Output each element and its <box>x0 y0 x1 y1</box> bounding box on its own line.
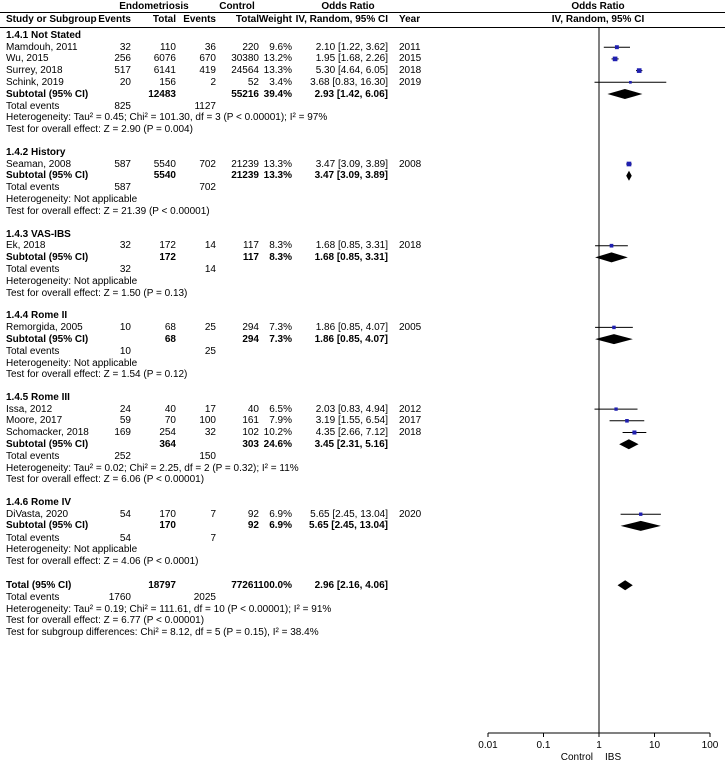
study-name: Seaman, 2008 <box>6 158 72 170</box>
total-events-1: 32 <box>119 264 131 276</box>
total-events-label: Total events <box>6 182 60 194</box>
study-events-1: 587 <box>114 158 131 170</box>
study-weight: 9.6% <box>269 41 292 53</box>
study-point-marker <box>625 419 629 423</box>
total-total-1: 18797 <box>148 579 176 591</box>
subtotal-weight: 8.3% <box>269 251 292 263</box>
study-ci: 5.30 [4.64, 6.05] <box>315 65 388 77</box>
study-point-marker <box>610 244 614 248</box>
study-total-2: 21239 <box>231 158 259 170</box>
study-ci: 5.65 [2.45, 13.04] <box>310 508 388 520</box>
total-events-label: Total events <box>6 591 60 603</box>
study-events-2: 419 <box>199 65 216 77</box>
study-total-2: 52 <box>247 76 259 88</box>
total-events-2: 2025 <box>193 591 216 603</box>
study-total-1: 5540 <box>153 158 176 170</box>
study-ci: 4.35 [2.66, 7.12] <box>315 427 388 438</box>
study-year: 2019 <box>399 76 422 88</box>
study-point-marker <box>637 68 642 73</box>
study-name: Surrey, 2018 <box>6 65 63 77</box>
header-method-plot: IV, Random, 95% CI <box>551 14 645 25</box>
study-weight: 13.3% <box>263 65 292 77</box>
subtotal-total-1: 172 <box>159 251 176 263</box>
study-weight: 13.3% <box>263 158 292 170</box>
study-ci: 1.95 [1.68, 2.26] <box>315 53 388 65</box>
favours-right-label: IBS <box>605 752 622 763</box>
total-events-1: 252 <box>114 450 131 462</box>
total-events-1: 10 <box>119 345 131 357</box>
subtotal-total-2: 294 <box>242 333 259 345</box>
subtotal-total-2: 92 <box>247 520 259 532</box>
study-weight: 6.9% <box>269 508 292 520</box>
study-events-1: 32 <box>119 240 131 252</box>
heterogeneity-text: Heterogeneity: Not applicable <box>6 357 138 369</box>
heterogeneity-text: Heterogeneity: Tau² = 0.45; Chi² = 101.30, df = 3 (P < 0.00001); I² = 97% <box>6 112 328 124</box>
study-year: 2017 <box>399 415 422 427</box>
study-point-marker <box>627 162 632 167</box>
total-events-2: 150 <box>199 450 216 462</box>
overall-effect-text: Test for overall effect: Z = 6.06 (P < 0.00001) <box>6 474 205 486</box>
header-total-2: Total <box>235 14 259 25</box>
study-name: Issa, 2012 <box>6 403 53 415</box>
study-total-2: 92 <box>247 508 259 520</box>
total-events-label: Total events <box>6 345 60 357</box>
subtotal-weight: 7.3% <box>269 333 292 345</box>
study-year: 2015 <box>399 53 422 65</box>
study-ci: 1.68 [0.85, 3.31] <box>315 240 388 252</box>
study-total-2: 294 <box>242 321 259 333</box>
favours-left-label: Control <box>560 752 593 763</box>
study-name: Schink, 2019 <box>6 76 64 88</box>
study-events-2: 17 <box>204 403 216 415</box>
total-events-label: Total events <box>6 532 60 544</box>
study-point-marker <box>613 57 618 62</box>
heterogeneity-text: Heterogeneity: Not applicable <box>6 194 138 206</box>
study-total-2: 117 <box>243 240 259 252</box>
x-axis-tick-label: 100 <box>701 740 719 751</box>
study-events-1: 256 <box>114 53 131 65</box>
header-events-2: Events <box>183 14 216 25</box>
subtotal-label: Subtotal (95% CI) <box>6 520 89 532</box>
study-point-marker <box>614 407 617 410</box>
subtotal-total-1: 12483 <box>148 88 176 100</box>
study-weight: 3.4% <box>269 76 292 88</box>
subtotal-label: Subtotal (95% CI) <box>6 333 89 345</box>
total-events-label: Total events <box>6 264 60 276</box>
study-events-2: 7 <box>210 508 216 520</box>
subgroup-title: 1.4.4 Rome II <box>6 310 68 322</box>
study-name: DiVasta, 2020 <box>6 508 69 520</box>
study-name: Mamdouh, 2011 <box>6 41 78 53</box>
study-ci: 1.86 [0.85, 4.07] <box>315 321 388 333</box>
study-events-1: 517 <box>114 65 131 77</box>
subgroup-title: 1.4.5 Rome III <box>6 391 70 403</box>
total-diamond <box>618 580 633 590</box>
header-method: IV, Random, 95% CI <box>295 14 388 25</box>
study-total-1: 68 <box>164 321 176 333</box>
heterogeneity-text: Heterogeneity: Tau² = 0.02; Chi² = 2.25, df = 2 (P = 0.32); I² = 11% <box>6 462 299 474</box>
header-weight: Weight <box>258 14 292 25</box>
study-events-1: 24 <box>119 403 131 415</box>
study-year: 2018 <box>399 240 422 252</box>
total-ci: 2.96 [2.16, 4.06] <box>314 579 388 591</box>
total-total-2: 77261 <box>231 579 259 591</box>
study-total-1: 156 <box>159 76 176 88</box>
total-events-1: 587 <box>114 182 131 194</box>
subtotal-ci: 3.45 [2.31, 5.16] <box>314 438 388 450</box>
study-point-marker <box>629 81 632 84</box>
heterogeneity-text: Heterogeneity: Not applicable <box>6 544 138 556</box>
study-year: 2018 <box>399 65 422 77</box>
subtotal-total-1: 170 <box>159 520 176 532</box>
study-events-1: 169 <box>114 427 131 438</box>
subtotal-total-2: 117 <box>242 251 259 263</box>
total-overall-effect: Test for overall effect: Z = 6.77 (P < 0.00001) <box>6 615 205 627</box>
overall-effect-text: Test for overall effect: Z = 21.39 (P < 0.00001) <box>6 205 210 217</box>
subtotal-ci: 3.47 [3.09, 3.89] <box>314 170 388 182</box>
study-events-2: 670 <box>199 53 216 65</box>
subtotal-ci: 1.86 [0.85, 4.07] <box>314 333 388 345</box>
study-total-1: 172 <box>159 240 176 252</box>
study-point-marker <box>639 513 642 516</box>
study-point-marker <box>615 45 619 49</box>
study-events-2: 14 <box>204 240 216 252</box>
subtotal-weight: 39.4% <box>263 88 292 100</box>
x-axis-tick-label: 0.01 <box>478 740 498 751</box>
subtotal-total-2: 21239 <box>231 170 259 182</box>
study-ci: 3.47 [3.09, 3.89] <box>315 158 388 170</box>
study-events-2: 100 <box>199 415 216 427</box>
study-weight: 13.2% <box>263 53 292 65</box>
subgroup-title: 1.4.2 History <box>6 146 66 158</box>
header-rule-bottom <box>0 27 725 28</box>
subtotal-ci: 2.93 [1.42, 6.06] <box>314 88 388 100</box>
heterogeneity-text: Heterogeneity: Not applicable <box>6 275 138 287</box>
overall-effect-text: Test for overall effect: Z = 1.54 (P = 0.12) <box>6 369 188 381</box>
header-odds-ratio: Odds Ratio <box>321 1 375 12</box>
study-weight: 7.3% <box>269 321 292 333</box>
subgroup-title: 1.4.6 Rome IV <box>6 497 72 508</box>
subtotal-weight: 6.9% <box>269 520 292 532</box>
study-name: Schomacker, 2018 <box>6 427 89 438</box>
study-events-2: 2 <box>210 76 216 88</box>
header-study: Study or Subgroup <box>6 14 97 25</box>
x-axis-tick-label: 10 <box>648 740 661 751</box>
subtotal-label: Subtotal (95% CI) <box>6 88 89 100</box>
subtotal-total-2: 303 <box>242 438 259 450</box>
study-total-2: 102 <box>242 427 259 438</box>
study-name: Wu, 2015 <box>6 53 49 65</box>
overall-effect-text: Test for overall effect: Z = 1.50 (P = 0.13) <box>6 287 188 299</box>
study-point-marker <box>612 326 615 329</box>
study-events-2: 702 <box>199 158 216 170</box>
study-events-2: 25 <box>204 321 216 333</box>
subtotal-total-1: 68 <box>164 333 176 345</box>
study-year: 2018 <box>399 427 422 438</box>
header-odds-ratio-plot: Odds Ratio <box>571 1 625 12</box>
study-weight: 7.9% <box>269 415 292 427</box>
subtotal-total-1: 5540 <box>153 170 176 182</box>
header-year: Year <box>399 14 421 25</box>
subgroup-title: 1.4.3 VAS-IBS <box>6 228 71 240</box>
total-events-2: 702 <box>199 182 216 194</box>
subtotal-ci: 5.65 [2.45, 13.04] <box>309 520 388 532</box>
subtotal-ci: 1.68 [0.85, 3.31] <box>314 251 388 263</box>
header-group-control: Control <box>219 1 255 12</box>
study-year: 2020 <box>399 508 422 520</box>
study-total-1: 70 <box>164 415 176 427</box>
study-total-1: 110 <box>160 41 176 53</box>
subtotal-diamond <box>621 521 661 531</box>
study-events-1: 20 <box>119 76 131 88</box>
study-weight: 6.5% <box>269 403 292 415</box>
subtotal-weight: 13.3% <box>263 170 292 182</box>
study-year: 2008 <box>399 158 422 170</box>
study-events-1: 59 <box>119 415 131 427</box>
total-events-2: 25 <box>204 345 216 357</box>
total-events-1: 825 <box>114 100 131 112</box>
header-events-1: Events <box>98 14 131 25</box>
study-weight: 8.3% <box>269 240 292 252</box>
subtotal-total-1: 364 <box>159 438 176 450</box>
study-ci: 2.10 [1.22, 3.62] <box>315 41 388 53</box>
overall-effect-text: Test for overall effect: Z = 2.90 (P = 0.004) <box>6 124 193 136</box>
total-label: Total (95% CI) <box>6 579 72 591</box>
header-rule-top <box>0 12 725 13</box>
x-axis-tick-label: 1 <box>596 740 602 751</box>
study-total-2: 40 <box>247 403 259 415</box>
study-year: 2011 <box>399 41 421 53</box>
subtotal-diamond <box>607 89 642 99</box>
study-events-2: 32 <box>204 427 216 438</box>
total-events-2: 7 <box>210 532 216 544</box>
subtotal-weight: 24.6% <box>263 438 292 450</box>
subtotal-label: Subtotal (95% CI) <box>6 438 89 450</box>
study-total-1: 254 <box>159 427 176 438</box>
total-events-label: Total events <box>6 100 60 112</box>
study-name: Remorgida, 2005 <box>6 321 83 333</box>
subtotal-label: Subtotal (95% CI) <box>6 251 89 263</box>
study-total-1: 170 <box>159 508 176 520</box>
study-total-2: 220 <box>242 41 259 53</box>
subtotal-label: Subtotal (95% CI) <box>6 170 89 182</box>
study-total-2: 161 <box>242 415 259 427</box>
total-weight: 100.0% <box>258 579 292 591</box>
study-year: 2012 <box>399 403 422 415</box>
study-year: 2005 <box>399 321 422 333</box>
study-name: Ek, 2018 <box>6 240 46 252</box>
subtotal-total-2: 55216 <box>231 88 259 100</box>
subtotal-diamond <box>595 252 628 262</box>
study-total-1: 40 <box>164 403 176 415</box>
study-point-marker <box>632 430 636 434</box>
total-heterogeneity: Heterogeneity: Tau² = 0.19; Chi² = 111.61, df = 10 (P < 0.00001); I² = 91% <box>6 603 332 615</box>
study-events-2: 36 <box>204 41 216 53</box>
header-total-1: Total <box>152 14 176 25</box>
study-events-1: 10 <box>119 321 131 333</box>
study-total-2: 30380 <box>231 53 259 65</box>
subgroup-differences: Test for subgroup differences: Chi² = 8.12, df = 5 (P = 0.15), I² = 38.4% <box>6 627 319 638</box>
subtotal-diamond <box>619 439 638 449</box>
total-events-2: 14 <box>204 264 216 276</box>
subtotal-diamond <box>595 334 633 344</box>
total-events-label: Total events <box>6 450 60 462</box>
study-ci: 3.68 [0.83, 16.30] <box>310 76 388 88</box>
study-total-1: 6141 <box>153 65 176 77</box>
overall-effect-text: Test for overall effect: Z = 4.06 (P < 0.0001) <box>6 556 199 567</box>
study-name: Moore, 2017 <box>6 415 63 427</box>
study-weight: 10.2% <box>263 427 292 438</box>
subgroup-title: 1.4.1 Not Stated <box>6 30 82 41</box>
study-total-1: 6076 <box>153 53 176 65</box>
study-events-1: 54 <box>119 508 131 520</box>
study-ci: 2.03 [0.83, 4.94] <box>315 403 388 415</box>
subtotal-diamond <box>626 171 632 181</box>
study-events-1: 32 <box>119 41 131 53</box>
total-events-2: 1127 <box>194 100 216 112</box>
x-axis-tick-label: 0.1 <box>536 740 551 751</box>
header-group-endometriosis: Endometriosis <box>119 1 189 12</box>
total-events-1: 54 <box>119 532 131 544</box>
study-total-2: 24564 <box>231 65 259 77</box>
total-events-1: 1760 <box>108 591 131 603</box>
study-ci: 3.19 [1.55, 6.54] <box>315 415 388 427</box>
